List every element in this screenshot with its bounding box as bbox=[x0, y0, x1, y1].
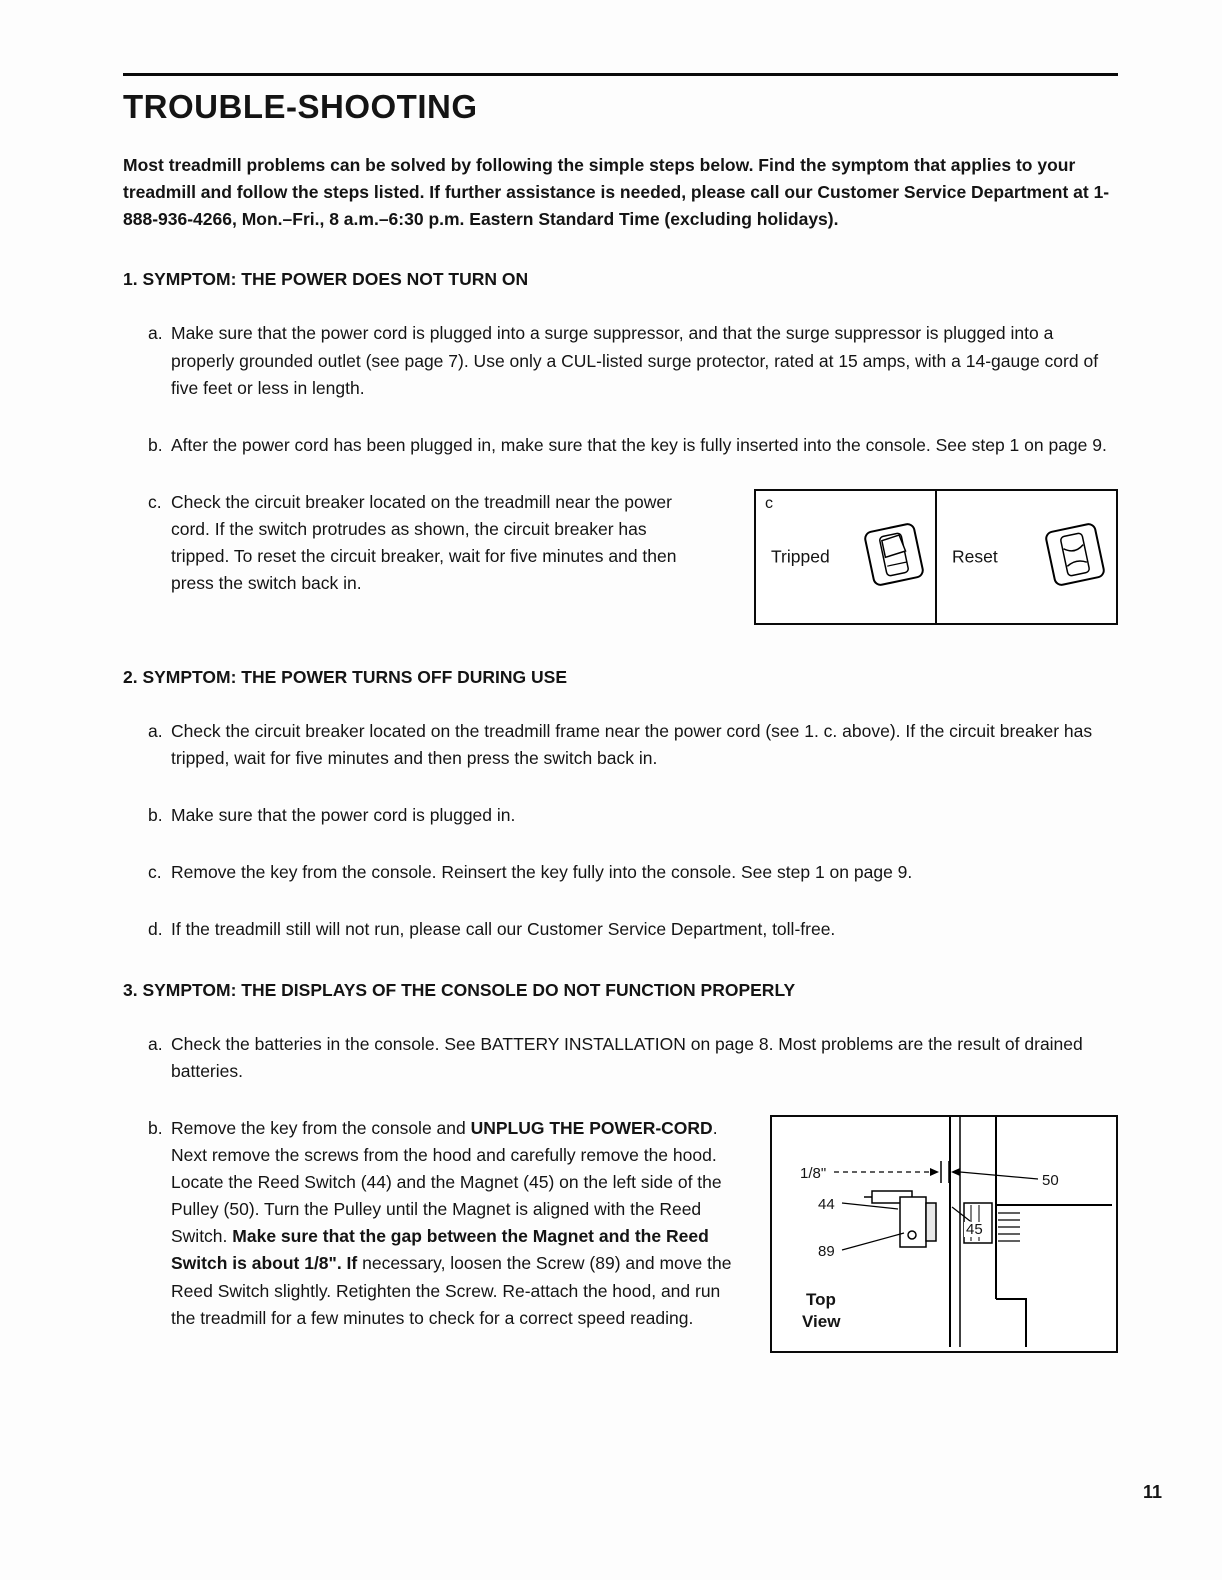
intro-paragraph: Most treadmill problems can be solved by following the simple steps below. Find the symptom that applies to your treadmill and follow the steps listed. If further assistance is needed, please call our Customer Service Department at 1-888-936-4266, Mon.–Fri., 8 a.m.–6:30 p.m. Eastern Standard Time (excluding holidays). bbox=[123, 155, 1110, 230]
top-view-caption-line2: View bbox=[802, 1311, 841, 1331]
section-1-heading: 1. SYMPTOM: THE POWER DOES NOT TURN ON bbox=[123, 269, 529, 290]
part-89-label: 89 bbox=[818, 1242, 835, 1260]
item-letter: b. bbox=[148, 805, 163, 826]
figure-cell-reset bbox=[937, 491, 1116, 623]
item-text-segment: necessary, loosen the Screw (89) and move the Reed Switch slightly. Retighten the Screw. Re-attach the hood, and run the treadmill for a few minutes to check for a correct speed reading. bbox=[171, 1253, 732, 1328]
section-1-items bbox=[148, 320, 1118, 625]
item-text: After the power cord has been plugged in, make sure that the key is fully inserted into the console. See step 1 on page 9. bbox=[171, 434, 1107, 455]
item-text: Check the circuit breaker located on the treadmill near the power cord. If the switch protrudes as shown, the circuit breaker has tripped. To reset the circuit breaker, wait for five minutes and then press the switch back in. bbox=[171, 491, 677, 594]
part-44-label: 44 bbox=[818, 1195, 835, 1213]
tripped-switch-icon bbox=[861, 516, 927, 597]
item-letter: c. bbox=[148, 862, 162, 883]
list-item bbox=[148, 859, 1118, 886]
item-letter: a. bbox=[148, 1033, 163, 1054]
item-letter: a. bbox=[148, 720, 163, 741]
item-letter: b. bbox=[148, 434, 163, 455]
item-text: Check the batteries in the console. See BATTERY INSTALLATION on page 8. Most problems are the result of drained batteries. bbox=[171, 1033, 1083, 1081]
page-title: TROUBLE-SHOOTING bbox=[123, 88, 478, 125]
list-item bbox=[148, 1115, 748, 1332]
item-text-segment-bold: UNPLUG THE POWER-CORD bbox=[470, 1117, 713, 1138]
item-letter: a. bbox=[148, 323, 163, 344]
item-letter: d. bbox=[148, 919, 163, 940]
page-number: 11 bbox=[1142, 1482, 1162, 1502]
section-3-items bbox=[148, 1031, 1118, 1353]
list-item bbox=[148, 718, 1118, 772]
section-2-heading: 2. SYMPTOM: THE POWER TURNS OFF DURING USE bbox=[123, 666, 568, 687]
tripped-label: Tripped bbox=[771, 546, 830, 567]
section-3-heading: 3. SYMPTOM: THE DISPLAYS OF THE CONSOLE DO NOT FUNCTION PROPERLY bbox=[123, 979, 796, 1000]
item-letter: b. bbox=[148, 1117, 163, 1138]
item-text: Remove the key from the console. Reinsert the key fully into the console. See step 1 on page 9. bbox=[171, 862, 913, 883]
figure-cell-tripped bbox=[756, 491, 937, 623]
list-item bbox=[148, 916, 1118, 943]
part-50-label: 50 bbox=[1042, 1171, 1059, 1189]
gap-dimension-label: 1/8" bbox=[800, 1164, 827, 1182]
item-text bbox=[171, 1115, 748, 1332]
item-with-figure-row bbox=[148, 1115, 1118, 1353]
reset-label: Reset bbox=[952, 546, 998, 567]
item-with-figure-row bbox=[148, 489, 1118, 625]
top-view-caption-line1: Top bbox=[806, 1289, 836, 1309]
item-letter: c. bbox=[148, 491, 162, 512]
figure-circuit-breaker bbox=[754, 489, 1118, 625]
reset-switch-icon bbox=[1042, 516, 1108, 597]
item-text-segment: . Next remove the screws from the hood and carefully remove the hood. Locate the Reed Switch (44) and the Magnet (45) on the left side of the Pulley (50). Turn the Pulley until the Magnet is aligned with the Reed Switch. bbox=[171, 1117, 722, 1247]
list-item bbox=[148, 432, 1118, 459]
item-text: Make sure that the power cord is plugged into a surge suppressor, and that the surge suppressor is plugged into a properly grounded outlet (see page 7). Use only a CUL-listed surge protector, rated at 15 amps, with a 14-gauge cord of five feet or less in length. bbox=[171, 323, 1099, 398]
item-text-segment-bold: Make sure that the gap between the Magnet and the Reed Switch is about 1/8". If bbox=[171, 1226, 709, 1274]
item-text: Check the circuit breaker located on the treadmill frame near the power cord (see 1. c. above). If the circuit breaker has tripped, wait for five minutes and then press the switch back in. bbox=[171, 720, 1093, 768]
section-2-items bbox=[148, 718, 1118, 944]
screw-shape bbox=[908, 1231, 916, 1239]
item-text: If the treadmill still will not run, please call our Customer Service Department, toll-free. bbox=[171, 919, 836, 940]
item-text: Make sure that the power cord is plugged in. bbox=[171, 805, 516, 826]
list-item bbox=[148, 489, 696, 598]
header-rule bbox=[123, 73, 1118, 76]
figure-corner-label: c bbox=[765, 494, 773, 512]
list-item bbox=[148, 802, 1118, 829]
figure-reed-switch-top-view bbox=[770, 1115, 1118, 1353]
list-item bbox=[148, 320, 1118, 401]
part-45-label: 45 bbox=[966, 1220, 983, 1238]
reed-switch-shape bbox=[926, 1203, 936, 1241]
item-text-segment: Remove the key from the console and bbox=[171, 1117, 471, 1138]
page-content bbox=[123, 0, 1118, 1353]
list-item bbox=[148, 1031, 1118, 1085]
